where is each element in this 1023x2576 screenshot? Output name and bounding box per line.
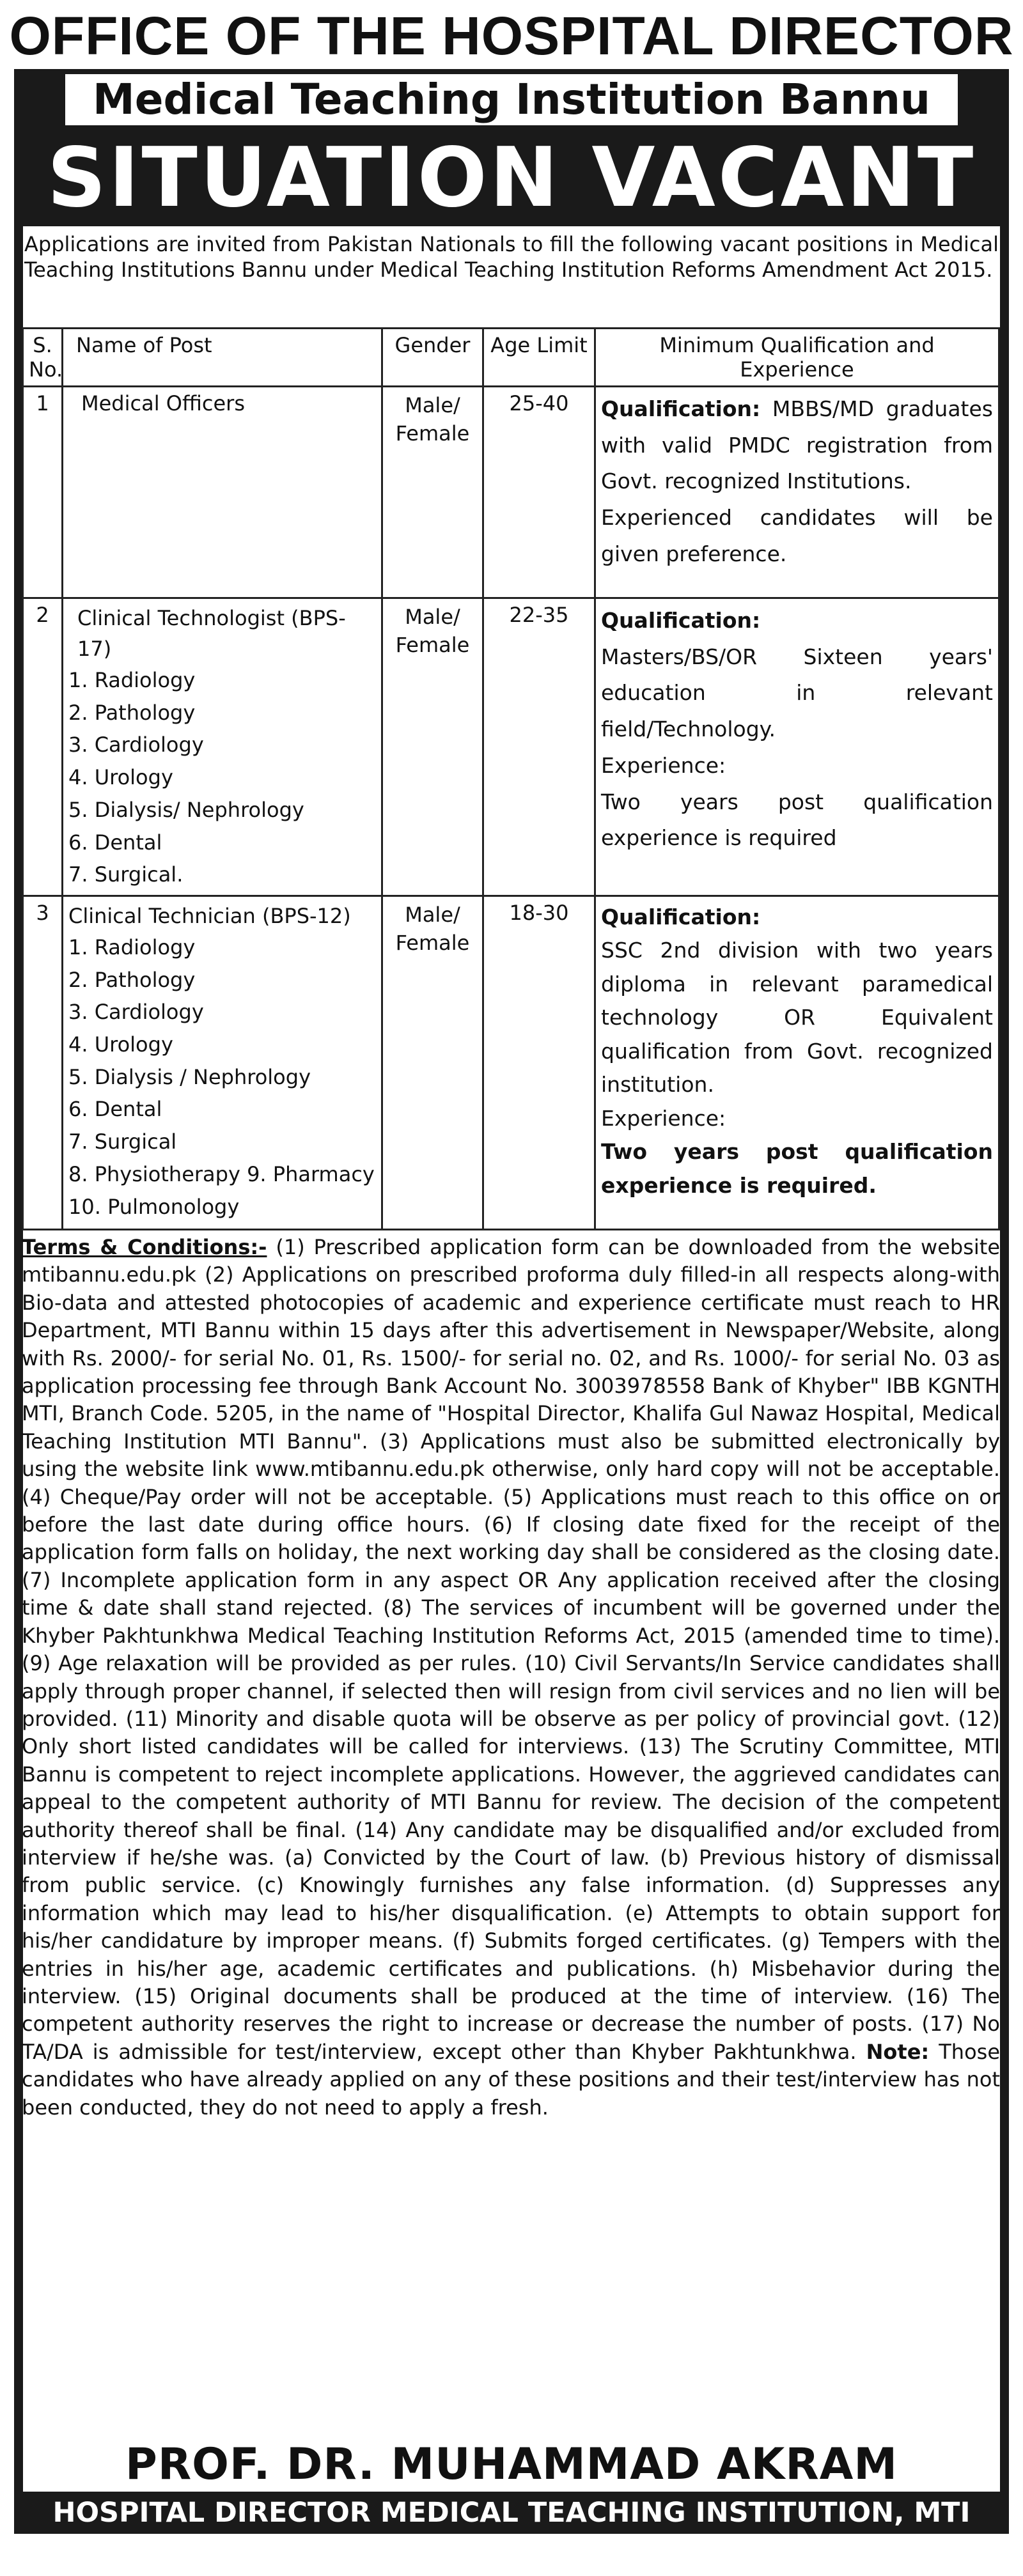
row-sn: 2 — [23, 598, 63, 896]
list-item: 1. Radiology — [68, 935, 196, 959]
header-qualification: Minimum Qualification and Experience — [595, 329, 999, 387]
list-item: 4. Urology — [68, 1032, 173, 1057]
row-qualification — [595, 896, 999, 1229]
post-name: Clinical Technician (BPS-12) — [68, 903, 351, 928]
experience-label: Experience: — [601, 752, 726, 778]
office-title: OFFICE OF THE HOSPITAL DIRECTOR — [9, 6, 1014, 66]
row-gender: Male/ Female — [382, 896, 483, 1229]
header-age: Age Limit — [483, 329, 595, 387]
qualification-label: Qualification: — [601, 608, 761, 633]
terms-and-conditions — [22, 1234, 1000, 2122]
list-item: 5. Dialysis / Nephrology — [68, 1064, 311, 1089]
experience-label: Experience: — [601, 1105, 726, 1131]
note-text: Those candidates who have already applied on any of these positions and their test/interview has not been conducted, they do not need to apply a fresh. — [22, 2039, 1000, 2120]
row-gender: Male/ Female — [382, 387, 483, 598]
header-name: Name of Post — [63, 329, 382, 387]
row-post-name — [63, 598, 382, 896]
row-age: 18-30 — [483, 896, 595, 1229]
list-item: 3. Cardiology — [68, 733, 204, 757]
header-gender: Gender — [382, 329, 483, 387]
row-sn: 3 — [23, 896, 63, 1229]
institution-name: Medical Teaching Institution Bannu — [65, 74, 958, 125]
experience-text: Two years post qualification experience is required. — [601, 1139, 993, 1198]
list-item: 4. Urology — [68, 765, 173, 790]
list-item: 5. Dialysis/ Nephrology — [68, 797, 304, 822]
list-item: 2. Pathology — [68, 967, 196, 992]
list-item: 6. Dental — [68, 830, 162, 855]
post-name: Clinical Technologist (BPS-17) — [77, 606, 346, 661]
row-age: 22-35 — [483, 598, 595, 896]
table-row — [23, 598, 999, 896]
qualification-label: Qualification: — [601, 904, 761, 929]
note-label: Note: — [866, 2039, 930, 2064]
table-row — [23, 387, 999, 598]
experience-text: Experienced candidates will be given preference. — [601, 505, 993, 566]
list-item: 2. Pathology — [68, 700, 196, 725]
list-item: 8. Physiotherapy 9. Pharmacy — [68, 1161, 375, 1186]
signatory-title: HOSPITAL DIRECTOR MEDICAL TEACHING INSTITUTION, MTI BANNU — [23, 2492, 1000, 2534]
header-sn: S. No. — [23, 329, 63, 387]
row-post-name — [63, 896, 382, 1229]
qualification-text: Masters/BS/OR Sixteen years' education in relevant field/Technology. — [601, 644, 993, 742]
qualification-label: Qualification: — [601, 396, 761, 421]
qualification-text: SSC 2nd division with two years diploma in relevant paramedical technology OR Equivalent qualification from Govt. recognized institution. — [601, 938, 993, 1098]
row-post-name — [63, 387, 382, 598]
row-qualification — [595, 387, 999, 598]
row-gender: Male/ Female — [382, 598, 483, 896]
terms-body: (1) Prescribed application form can be downloaded from the website mtibannu.edu.pk (2) Applications on prescribed proforma duly filled-in all respects along-with Bio-data and attested photocopies of academic and experience certificate must reach to HR Department, MTI Bannu within 15 days after this advertisement in Newspaper/Website, along with Rs. 2000/- for serial No. 01, Rs. 1500/- for serial no. 02, and Rs. 1000/- for serial No. 03 as application processing fee through Bank Account No. 3003978558 Bank of Khyber" IBB KGNTH MTI, Branch Code. 5205, in the name of "Hospital Director, Khalifa Gul Nawaz Hospital, Medical Teaching Institution MTI Bannu". (3) Applications must also be submitted electronically by using the website link www.mtibannu.edu.pk otherwise, only hard copy will not be acceptable. (4) Cheque/Pay order will not be acceptable. (5) Applications must reach to this office on or before the last date during office hours. (6) If closing date fixed for the receipt of the application form falls on holiday, the next working day shall be considered as the closing date. (7) Incomplete application form in any aspect OR Any application received after the closing time & date shall stand rejected. (8) The services of incumbent will be governed under the Khyber Pakhtunkhwa Medical Teaching Institution Reforms Act, 2015 (amended time to time). (9) Age relaxation will be provided as per rules. (10) Civil Servants/In Service candidates shall apply through proper channel, if selected then will resign from civil services and no lien will be provided. (11) Minority and disable quota will be observe as per policy of provincial govt. (12) Only short listed candidates will be called for interviews. (13) The Scrutiny Committee, MTI Bannu is competent to reject incomplete applications. However, the aggrieved candidates can appeal to the competent authority of MTI Bannu for review. The decision of the competent authority thereof shall be final. (14) Any candidate may be disqualified and/or excluded from interview if he/she was. (a) Convicted by the Court of law. (b) Previous history of dismissal from public service. (c) Knowingly furnishes any false information. (d) Suppresses any information which may lead to his/her disqualification. (e) Attempts to obtain support for his/her candidature by improper means. (f) Submits forged certificates. (g) Tempers with the entries in his/her age, academic certificates and publications. (h) Misbehavior during the interview. (15) Original documents shall be produced at the time of interview. (16) The competent authority reserves the right to increase or decrease the number of posts. (17) No TA/DA is admissible for test/interview, except other than Khyber Pakhtunkhwa. — [22, 1235, 1001, 2064]
list-item: 7. Surgical — [68, 1129, 177, 1154]
row-qualification — [595, 598, 999, 896]
post-name: Medical Officers — [81, 391, 245, 415]
institution-banner — [14, 69, 1009, 130]
frame-right-border — [1000, 130, 1009, 2534]
list-item: 6. Dental — [68, 1097, 162, 1122]
table-row — [23, 896, 999, 1229]
signatory-name: PROF. DR. MUHAMMAD AKRAM — [125, 2439, 898, 2490]
situation-vacant-heading: SITUATION VACANT — [14, 130, 1009, 226]
row-sn: 1 — [23, 387, 63, 598]
intro-paragraph: Applications are invited from Pakistan Nationals to fill the following vacant positions in Medical Teaching Institutions Bannu under Medical Teaching Institution Reforms Amendment Act 2015. — [24, 232, 999, 282]
posts-table — [22, 327, 1000, 1230]
list-item: 1. Radiology — [68, 668, 196, 692]
list-item: 7. Surgical. — [68, 862, 184, 887]
terms-heading: Terms & Conditions:- — [22, 1235, 267, 1259]
list-item: 10. Pulmonology — [68, 1194, 240, 1219]
qualification-text: MBBS/MD graduates with valid PMDC registration from Govt. recognized Institutions. — [601, 396, 993, 494]
table-header-row — [23, 329, 999, 387]
list-item: 3. Cardiology — [68, 1000, 204, 1025]
experience-text: Two years post qualification experience is required — [601, 789, 993, 851]
row-age: 25-40 — [483, 387, 595, 598]
